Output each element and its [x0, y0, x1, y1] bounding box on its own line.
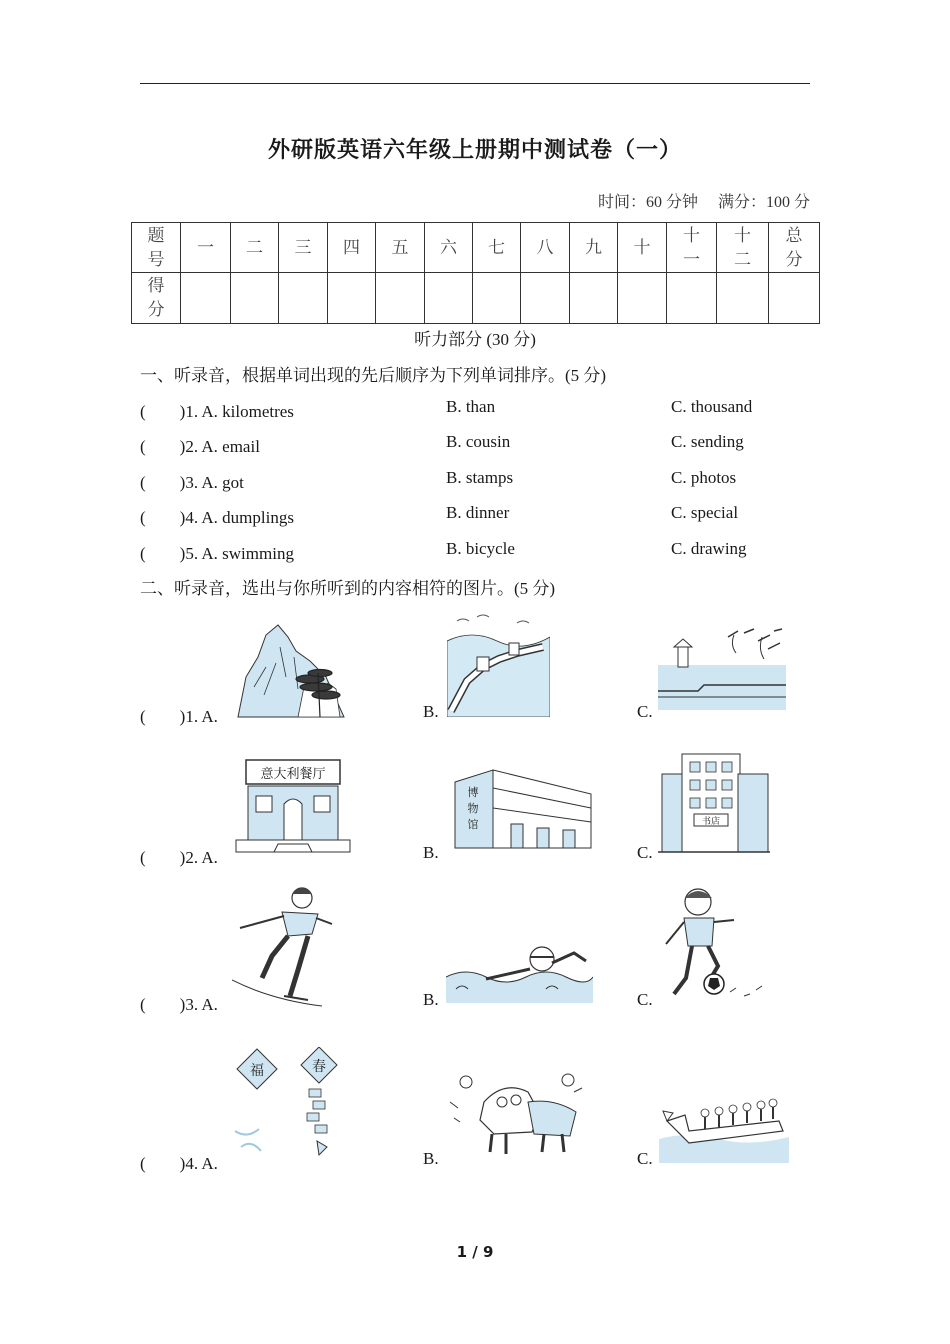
col-header: 八	[521, 223, 570, 273]
score-cell[interactable]	[473, 273, 521, 324]
question-stem: ( )2. A.	[140, 848, 218, 867]
score-cell[interactable]	[231, 273, 279, 324]
full-score: 满分：100 分	[717, 194, 810, 211]
option-c: C. sending	[671, 432, 744, 451]
option-c: C.	[637, 1149, 653, 1168]
col-header: 七	[473, 223, 521, 273]
col-header: 十 二	[717, 223, 769, 273]
section2-heading: 二、听录音，选出与你所听到的内容相符的图片。(5 分)	[140, 579, 556, 598]
score-table-score-row	[132, 273, 820, 324]
score-cell-total[interactable]	[769, 273, 820, 324]
great-wall-icon	[447, 611, 550, 717]
question-row	[140, 432, 820, 456]
col-header: 十 一	[667, 223, 717, 273]
score-table-header-row	[132, 223, 820, 273]
col-header: 五	[376, 223, 425, 273]
col-header: 四	[328, 223, 376, 273]
score-cell[interactable]	[328, 273, 376, 324]
option-b: B.	[423, 843, 439, 862]
score-table	[131, 222, 820, 324]
question-number-label: 题 号	[132, 223, 181, 273]
option-b: B. than	[446, 397, 496, 416]
option-c: C. photos	[671, 468, 737, 487]
question-stem: ( )2. A. email	[140, 437, 260, 456]
col-header: 六	[425, 223, 473, 273]
score-cell[interactable]	[521, 273, 570, 324]
question-stem: ( )5. A. swimming	[140, 544, 294, 563]
option-b: B. bicycle	[446, 539, 515, 558]
question-row	[140, 539, 820, 563]
option-b: B.	[423, 702, 439, 721]
museum-sign-text: 博物馆	[467, 786, 479, 831]
score-cell[interactable]	[376, 273, 425, 324]
question-stem: ( )3. A.	[140, 995, 218, 1014]
top-rule	[140, 83, 810, 84]
question-row	[140, 468, 820, 492]
score-cell[interactable]	[618, 273, 667, 324]
score-cell[interactable]	[717, 273, 769, 324]
option-c: C. thousand	[671, 397, 753, 416]
score-label: 得 分	[132, 273, 181, 324]
question-stem: ( )1. A. kilometres	[140, 402, 294, 421]
lake-pagoda-icon	[658, 627, 786, 710]
skating-boy-icon	[232, 884, 336, 1008]
spring-festival-icon	[233, 1047, 348, 1165]
score-cell[interactable]	[181, 273, 231, 324]
question-stem: ( )1. A.	[140, 707, 218, 726]
page-number: 1 / 9	[456, 1243, 494, 1261]
restaurant-icon	[234, 756, 352, 856]
option-b: B. dinner	[446, 503, 510, 522]
exam-meta	[598, 189, 810, 212]
question-stem: ( )3. A. got	[140, 473, 244, 492]
question-row	[140, 503, 820, 527]
bookshop-sign-text: 书店	[701, 817, 721, 827]
option-c: C.	[637, 990, 653, 1009]
chun-text: 春	[312, 1059, 326, 1075]
museum-icon	[451, 768, 594, 850]
col-header: 二	[231, 223, 279, 273]
time-limit: 时间：60 分钟	[597, 194, 698, 211]
score-cell[interactable]	[425, 273, 473, 324]
swimming-boy-icon	[446, 939, 593, 1003]
option-c: C.	[637, 702, 653, 721]
football-boy-icon	[660, 882, 772, 1004]
option-b: B. cousin	[446, 432, 511, 451]
dragon-boat-icon	[659, 1091, 789, 1163]
score-cell[interactable]	[279, 273, 328, 324]
option-c: C. special	[671, 503, 739, 522]
restaurant-sign-text: 意大利餐厅	[260, 767, 326, 782]
question-stem: ( )4. A.	[140, 1154, 218, 1173]
option-c: C.	[637, 843, 653, 862]
fu-text: 福	[250, 1063, 264, 1079]
option-c: C. drawing	[671, 539, 747, 558]
mountain-pine-icon	[236, 617, 346, 719]
col-header: 九	[570, 223, 618, 273]
question-row	[140, 397, 820, 421]
bookshop-icon	[658, 752, 770, 858]
page-title: 外研版英语六年级上册期中测试卷（一）	[267, 138, 682, 163]
score-cell[interactable]	[667, 273, 717, 324]
option-b: B.	[423, 1149, 439, 1168]
option-b: B. stamps	[446, 468, 514, 487]
col-header: 一	[181, 223, 231, 273]
col-header-total: 总 分	[769, 223, 820, 273]
section1-heading: 一、听录音，根据单词出现的先后顺序为下列单词排序。(5 分)	[140, 366, 607, 385]
option-b: B.	[423, 990, 439, 1009]
score-cell[interactable]	[570, 273, 618, 324]
question-stem: ( )4. A. dumplings	[140, 508, 294, 527]
lion-dance-icon	[444, 1062, 590, 1164]
col-header: 十	[618, 223, 667, 273]
listening-heading: 听力部分 (30 分)	[414, 330, 536, 349]
col-header: 三	[279, 223, 328, 273]
